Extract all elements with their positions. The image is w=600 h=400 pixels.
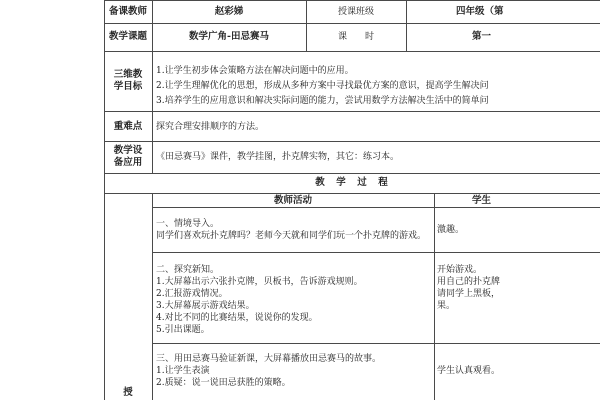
grid-line xyxy=(152,193,153,400)
grid-line xyxy=(104,111,600,112)
grid-line xyxy=(406,0,407,51)
teacher-activity-2: 二、探究新知。 1.大屏幕出示六张扑克牌，贝板书，告诉游戏规则。 2.汇报游戏情况。 3.大屏幕展示游戏结果。 4.对比不同的比赛结果，说说你的发现。 5.引出课题。 xyxy=(156,265,363,335)
period-value: 第一 xyxy=(472,31,492,42)
student-activity-3: 学生认真观看。 xyxy=(437,366,501,376)
student-activity-2: 开始游戏。 用自己的扑克牌 请同学上黑板， 果。 xyxy=(437,265,501,311)
key-points-text: 探究合理安排顺序的方法。 xyxy=(156,122,265,132)
grid-line xyxy=(152,252,600,253)
grid-line xyxy=(152,0,153,173)
student-activity-header: 学生 xyxy=(472,195,492,206)
class-label: 授课班级 xyxy=(337,7,374,17)
objective-item: 3.培养学生的应用意识和解决实际问题的能力，尝试用数学方法解决生活中的简单问 xyxy=(156,96,489,106)
topic-value: 数学广角-田忌赛马 xyxy=(189,31,269,42)
student-activity-1: 激趣。 xyxy=(437,225,465,235)
process-side-label: 授 xyxy=(123,387,133,398)
grid-line xyxy=(104,51,600,52)
objective-item: 1.让学生初步体会策略方法在解决问题中的应用。 xyxy=(156,66,354,76)
objectives-list xyxy=(156,64,489,109)
grid-line xyxy=(104,0,600,1)
period-label: 课 时 xyxy=(337,32,374,42)
objectives-label: 三维教 学目标 xyxy=(113,69,143,92)
teacher-activity-header: 教师活动 xyxy=(273,195,312,206)
teacher-activity-1: 一、情境导入。 同学们喜欢玩扑克牌吗？老师今天就和同学们玩一个扑克牌的游戏。 xyxy=(156,219,427,241)
grid-line xyxy=(152,207,600,208)
teacher-label: 备课教师 xyxy=(108,6,147,17)
equipment-label: 教学设 备应用 xyxy=(113,145,143,168)
process-title: 教 学 过 程 xyxy=(315,177,389,188)
grid-line xyxy=(104,193,600,194)
grid-line xyxy=(152,343,600,344)
grid-line xyxy=(104,23,600,24)
grade-value: 四年级（第 xyxy=(456,6,504,17)
key-points-label: 重难点 xyxy=(113,121,143,132)
grid-line xyxy=(104,141,600,142)
grid-line xyxy=(104,0,105,400)
equipment-text: 《田忌赛马》课件，教学挂图，扑克牌实物，其它：练习本。 xyxy=(156,152,400,162)
teacher-activity-3: 三、用田忌赛马验证新课，大屏幕播放田忌赛马的故事。 1.让学生表演 2.质疑：说一说田忌获胜的策略。 xyxy=(156,354,382,388)
grid-line xyxy=(104,173,600,174)
topic-label: 教学课题 xyxy=(108,31,147,42)
grid-line xyxy=(434,193,435,400)
teacher-name: 赵彩娣 xyxy=(214,6,244,17)
objective-item: 2.让学生理解优化的思想，形成从多种方案中寻找最优方案的意识，提高学生解决问 xyxy=(156,81,489,91)
